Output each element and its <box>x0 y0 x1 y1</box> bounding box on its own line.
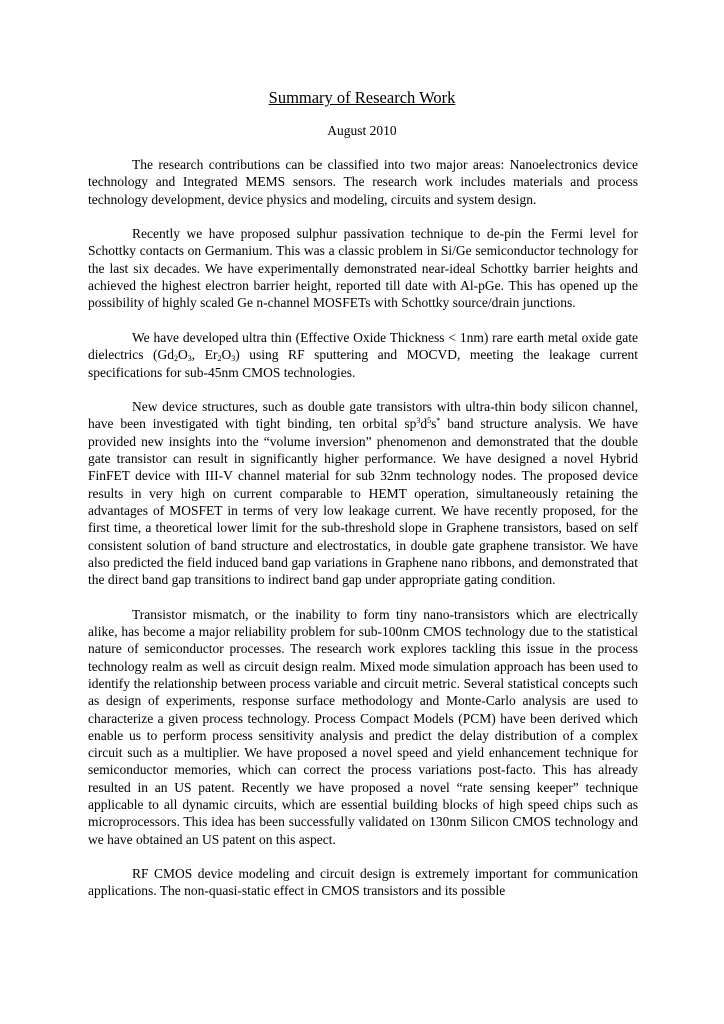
paragraph-text: , Er <box>191 347 218 363</box>
document-title: Summary of Research Work <box>268 88 456 107</box>
paragraph-device-structures <box>88 398 638 588</box>
subscript: 3 <box>231 354 236 364</box>
subscript: 2 <box>217 354 222 364</box>
paragraph-overview: The research contributions can be classified into two major areas: Nanoelectronics device technology and Integrated MEMS sensors. The research work includes materials and process technology development, device physics and modeling, circuits and system design. <box>88 157 638 207</box>
subscript: 3 <box>187 354 192 364</box>
paragraph-text: O <box>221 347 232 363</box>
paragraph-text: band structure analysis. We have provided new insights into the “volume inversion” phenomenon and demonstrated that the double gate transistor can result in significantly higher performance. We have designed a novel Hybrid FinFET device with III-V channel material for sub 32nm technology nodes. The proposed device results in very high on current comparable to HEMT operation, simultaneously retaining the advantages of MOSFET in terms of very low leakage current. We have recently proposed, for the first time, a theoretical lower limit for the sub-threshold slope in Graphene transistors, based on self consistent solution of band structure and electrostatics, in double gate graphene transistor. We have also predicted the field induced band gap variations in Graphene nano ribbons, and demonstrated that the direct band gap transitions to indirect band gap under appropriate gating condition. <box>88 416 639 588</box>
subscript: 2 <box>174 354 179 364</box>
superscript: * <box>436 416 441 426</box>
superscript: 5 <box>427 416 432 426</box>
superscript: 3 <box>416 416 421 426</box>
paragraph-rf-cmos: RF CMOS device modeling and circuit design is extremely important for communication applications. The non-quasi-static effect in CMOS transistors and its possible <box>88 866 638 899</box>
paragraph-text: ) using RF sputtering and MOCVD, meeting the leakage current specifications for sub-45nm CMOS technologies. <box>88 347 638 380</box>
paragraph-text: We have developed ultra thin (Effective Oxide Thickness < 1nm) rare earth metal oxide gate dielectrics (Gd <box>88 329 638 363</box>
paragraph-schottky-germanium: Recently we have proposed sulphur passivation technique to de-pin the Fermi level for Schottky contacts on Germanium. This was a classic problem in Si/Ge semiconductor technology for the last six decades. We have experimentally demonstrated near-ideal Schottky barrier heights and achieved the highest electron barrier height, reported till date with Al-pGe. This has opened up the possibility of highly scaled Ge n-channel MOSFETs with Schottky source/drain junctions. <box>88 226 638 311</box>
paragraph-gate-dielectrics <box>88 329 638 381</box>
paragraph-text: s <box>431 416 437 432</box>
document-body <box>88 156 638 917</box>
paragraph-text: d <box>420 416 428 432</box>
document-date: August 2010 <box>327 123 397 138</box>
paragraph-transistor-mismatch: Transistor mismatch, or the inability to form tiny nano-transistors which are electrically alike, has become a major reliability problem for sub-100nm CMOS technology due to the statistical nature of semiconductor processes. The research work explores tackling this issue in the process technology realm as well as circuit design realm. Mixed mode simulation approach has been used to identify the relationship between process variable and circuit metric. Several statistical concepts such as design of experiments, response surface methodology and Monte-Carlo analysis are used to characterize a given process technology. Process Compact Models (PCM) have been derived which enable us to perform process sensitivity analysis and predict the delay distribution of a complex circuit such as a multiplier. We have proposed a novel speed and yield enhancement technique for semiconductor memories, which can correct the process variations post-facto. This has already resulted in an US patent. Recently we have proposed a novel “rate sensing keeper” technique applicable to all dynamic circuits, which are essential building blocks of high speed chips such as microprocessors. This idea has been successfully validated on 130nm Silicon CMOS technology and we have obtained an US patent on this aspect. <box>88 606 638 847</box>
paragraph-text: New device structures, such as double gate transistors with ultra-thin body silicon channel, have been investigated with tight binding, ten orbital sp <box>88 399 638 432</box>
paragraph-text: O <box>178 347 188 363</box>
